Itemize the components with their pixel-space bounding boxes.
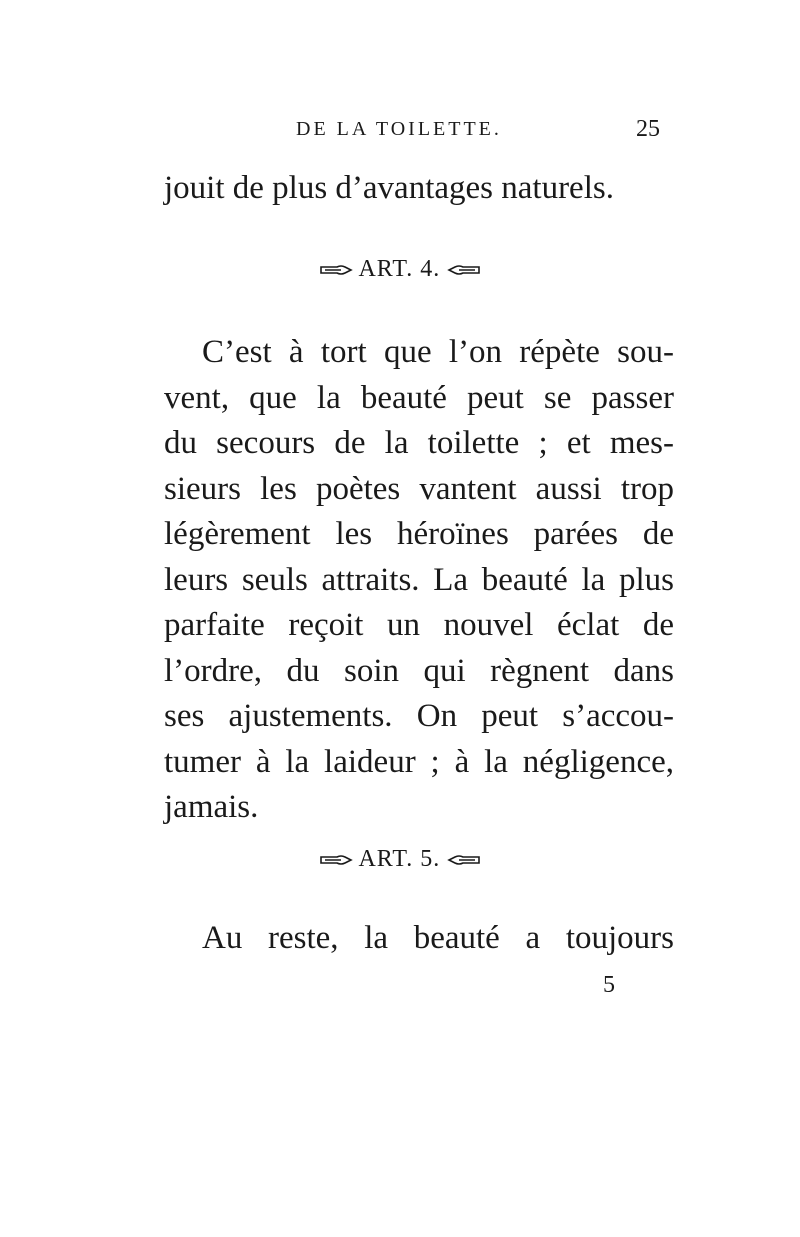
signature-mark: 5: [603, 972, 615, 998]
article-4-heading: [0, 256, 800, 283]
pointing-hand-right-icon: [319, 262, 353, 278]
text-line: tumer à la laideur ; à la négligence,: [164, 743, 674, 780]
article-5-label: ART. 5.: [358, 846, 441, 872]
continuation-paragraph: [164, 166, 674, 212]
pointing-hand-left-icon: [447, 852, 481, 868]
text-line: ses ajustements. On peut s’accou-: [164, 698, 674, 734]
text-line: Au reste, la beauté a toujours: [202, 920, 674, 956]
continuation-line: jouit de plus d’avantages naturels.: [164, 170, 614, 206]
pointing-hand-right-icon: [319, 852, 353, 868]
text-line: jamais.: [164, 789, 259, 825]
text-line: parfaite reçoit un nouvel éclat de: [164, 607, 674, 643]
running-title: DE LA TOILETTE.: [296, 118, 502, 140]
text-line: vent, que la beauté peut se passer: [164, 379, 674, 416]
article-5-text: [164, 920, 674, 966]
text-line: l’ordre, du soin qui règnent dans: [164, 652, 674, 689]
text-line: légèrement les héroïnes parées de: [164, 516, 674, 552]
article-4-label: ART. 4.: [358, 256, 441, 282]
text-line: sieurs les poètes vantent aussi trop: [164, 470, 674, 507]
pointing-hand-left-icon: [447, 262, 481, 278]
page-number: 25: [636, 116, 660, 142]
text-line: leurs seuls attraits. La beauté la plus: [164, 561, 674, 598]
text-line: du secours de la toilette ; et mes-: [164, 425, 674, 461]
article-5-heading: [0, 846, 800, 873]
text-line: C’est à tort que l’on répète sou-: [202, 334, 674, 370]
article-4-text: [164, 330, 674, 831]
